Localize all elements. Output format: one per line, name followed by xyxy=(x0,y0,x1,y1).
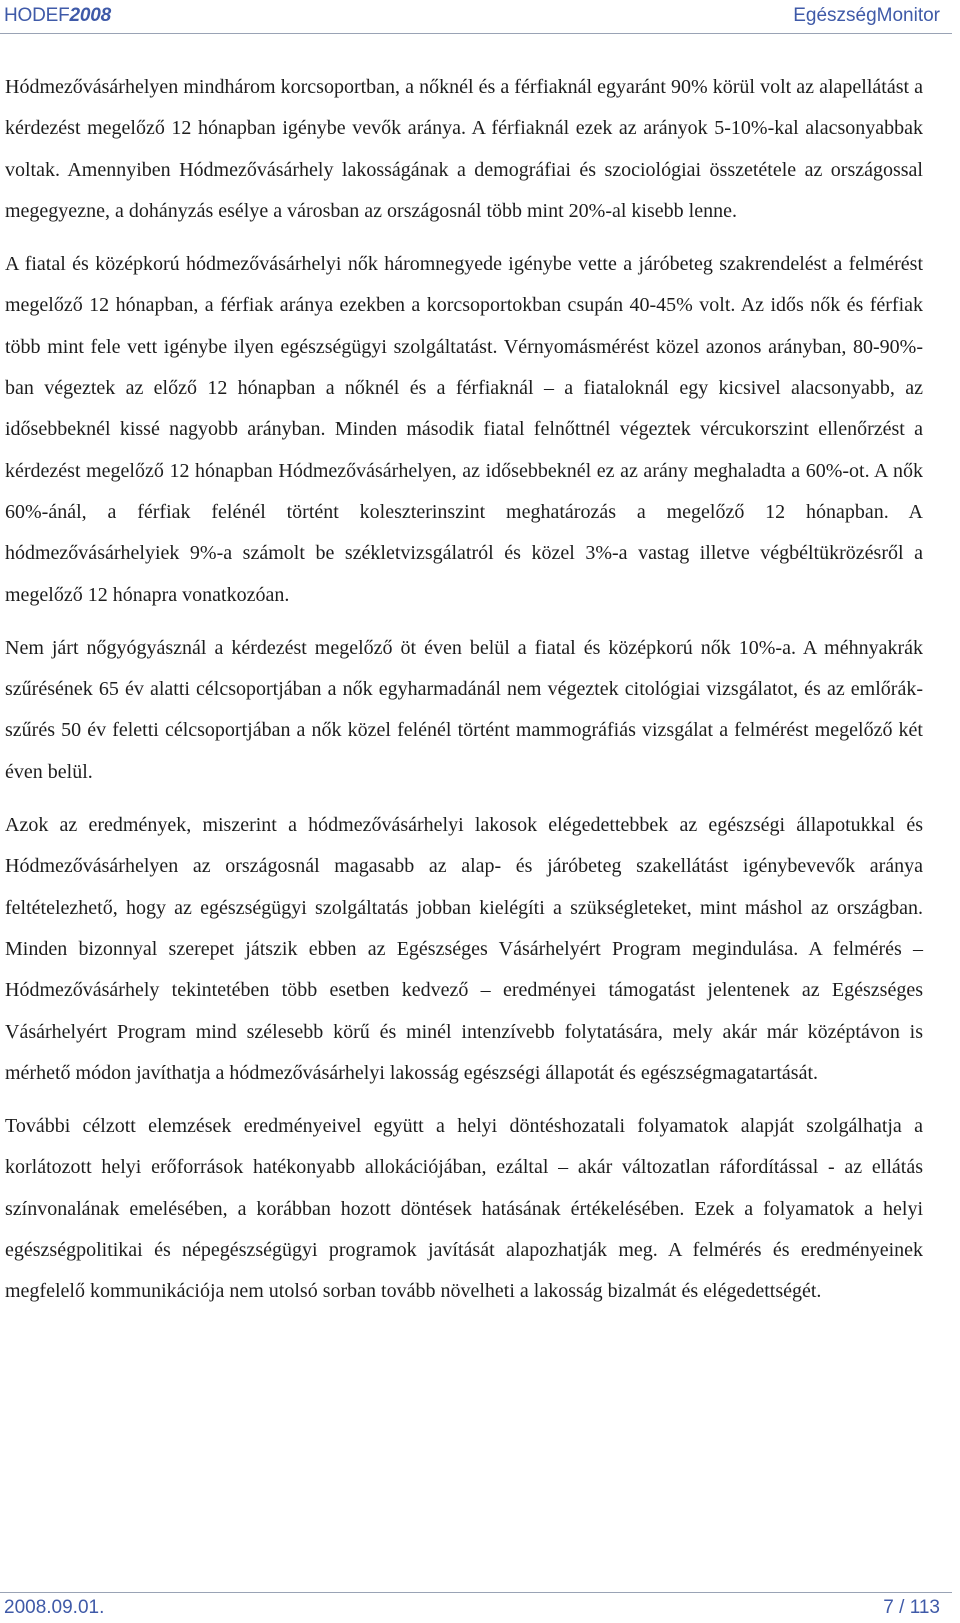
document-body xyxy=(5,67,923,1325)
paragraph-5: További célzott elemzések eredményeivel együtt a helyi döntéshozatali folyamatok alapját szolgálhatja a korlátozott helyi erőforrások hatékonyabb allokációjában, ezáltal – akár változatlan ráfordítással - az ellátás színvonalának emelésében, a korábban hozott döntések hatásának értékelésében. Ezek a folyamatok a helyi egészségpolitikai és népegészségügyi programok javítását alapozhatják meg. A felmérés és eredményeinek megfelelő kommunikációja nem utolsó sorban tovább növelheti a lakosság bizalmát és elégedettségét. xyxy=(5,1115,923,1303)
paragraph-2: A fiatal és középkorú hódmezővásárhelyi nők háromnegyede igénybe vette a járóbeteg szakrendelést a felmérést megelőző 12 hónapban, a férfiak aránya ezekben a korcsoportokban csupán 40-45% volt. Az idős nők és férfiak több mint fele vett igénybe ilyen egészségügyi szolgáltatást. Vérnyomásmérést közel azonos arányban, 80-90%-ban végeztek az előző 12 hónapban a nőknél és a férfiaknál – a fiataloknál egy kicsivel alacsonyabb, az idősebbeknél kissé nagyobb arányban. Minden második fiatal felnőttnél végeztek vércukorszint ellenőrzést a kérdezést megelőző 12 hónapban Hódmezővásárhelyen, az idősebbeknél ez az arány meghaladta a 60%-ot. A nők 60%-ánál, a férfiak felénél történt koleszterinszint meghatározás a megelőző 12 hónapban. A hódmezővásárhelyiek 9%-a számolt be székletvizsgálatról és közel 3%-a vastag illetve végbéltükrözésről a megelőző 12 hónapra vonatkozóan. xyxy=(5,253,923,606)
header-project-title xyxy=(4,5,111,27)
header-project-prefix: HODEF xyxy=(4,5,70,26)
paragraph-4: Azok az eredmények, miszerint a hódmezővásárhelyi lakosok elégedettebbek az egészségi állapotukkal és Hódmezővásárhelyen az országosnál magasabb az alap- és járóbeteg szakellátást igénybevevők aránya feltételezhető, hogy az egészségügyi szolgáltatás jobban kielégíti a szükségleteket, mint máshol az országban. Minden bizonnyal szerepet játszik ebben az Egészséges Vásárhelyért Program megindulása. A felmérés – Hódmezővásárhely tekintetében több esetben kedvező – eredményei támogatást jelentenek az Egészséges Vásárhelyért Program mind szélesebb körű és minél intenzívebb folytatására, mely akár már középtávon is mérhető módon javíthatja a hódmezővásárhelyi lakosság egészségi állapotát és egészségmagatartását. xyxy=(5,814,923,1084)
page-header xyxy=(0,0,952,34)
paragraph-3: Nem járt nőgyógyásznál a kérdezést megelőző öt éven belül a fiatal és középkorú nők 10%-a. A méhnyakrák szűrésének 65 év alatti célcsoportjában a nők egyharmadánál nem végeztek citológiai vizsgálatot, és az emlőrák-szűrés 50 év feletti célcsoportjában a nők közel felénél történt mammográfiás vizsgálat a felmérést megelőző két éven belül. xyxy=(5,636,923,783)
footer-date: 2008.09.01. xyxy=(4,1597,105,1618)
page-footer xyxy=(0,1592,952,1623)
header-report-title: EgészségMonitor xyxy=(793,5,940,26)
header-project-year: 2008 xyxy=(69,5,111,26)
paragraph-1: Hódmezővásárhelyen mindhárom korcsoportban, a nőknél és a férfiaknál egyaránt 90% körül volt az alapellátást a kérdezést megelőző 12 hónapban igénybe vevők aránya. A férfiaknál ezek az arányok 5-10%-kal alacsonyabbak voltak. Amennyiben Hódmezővásárhely lakosságának a demográfiai és szociológiai összetétele az országossal megegyezne, a dohányzás esélye a városban az országosnál több mint 20%-al kisebb lenne. xyxy=(5,76,923,222)
footer-page-number: 7 / 113 xyxy=(883,1597,940,1618)
